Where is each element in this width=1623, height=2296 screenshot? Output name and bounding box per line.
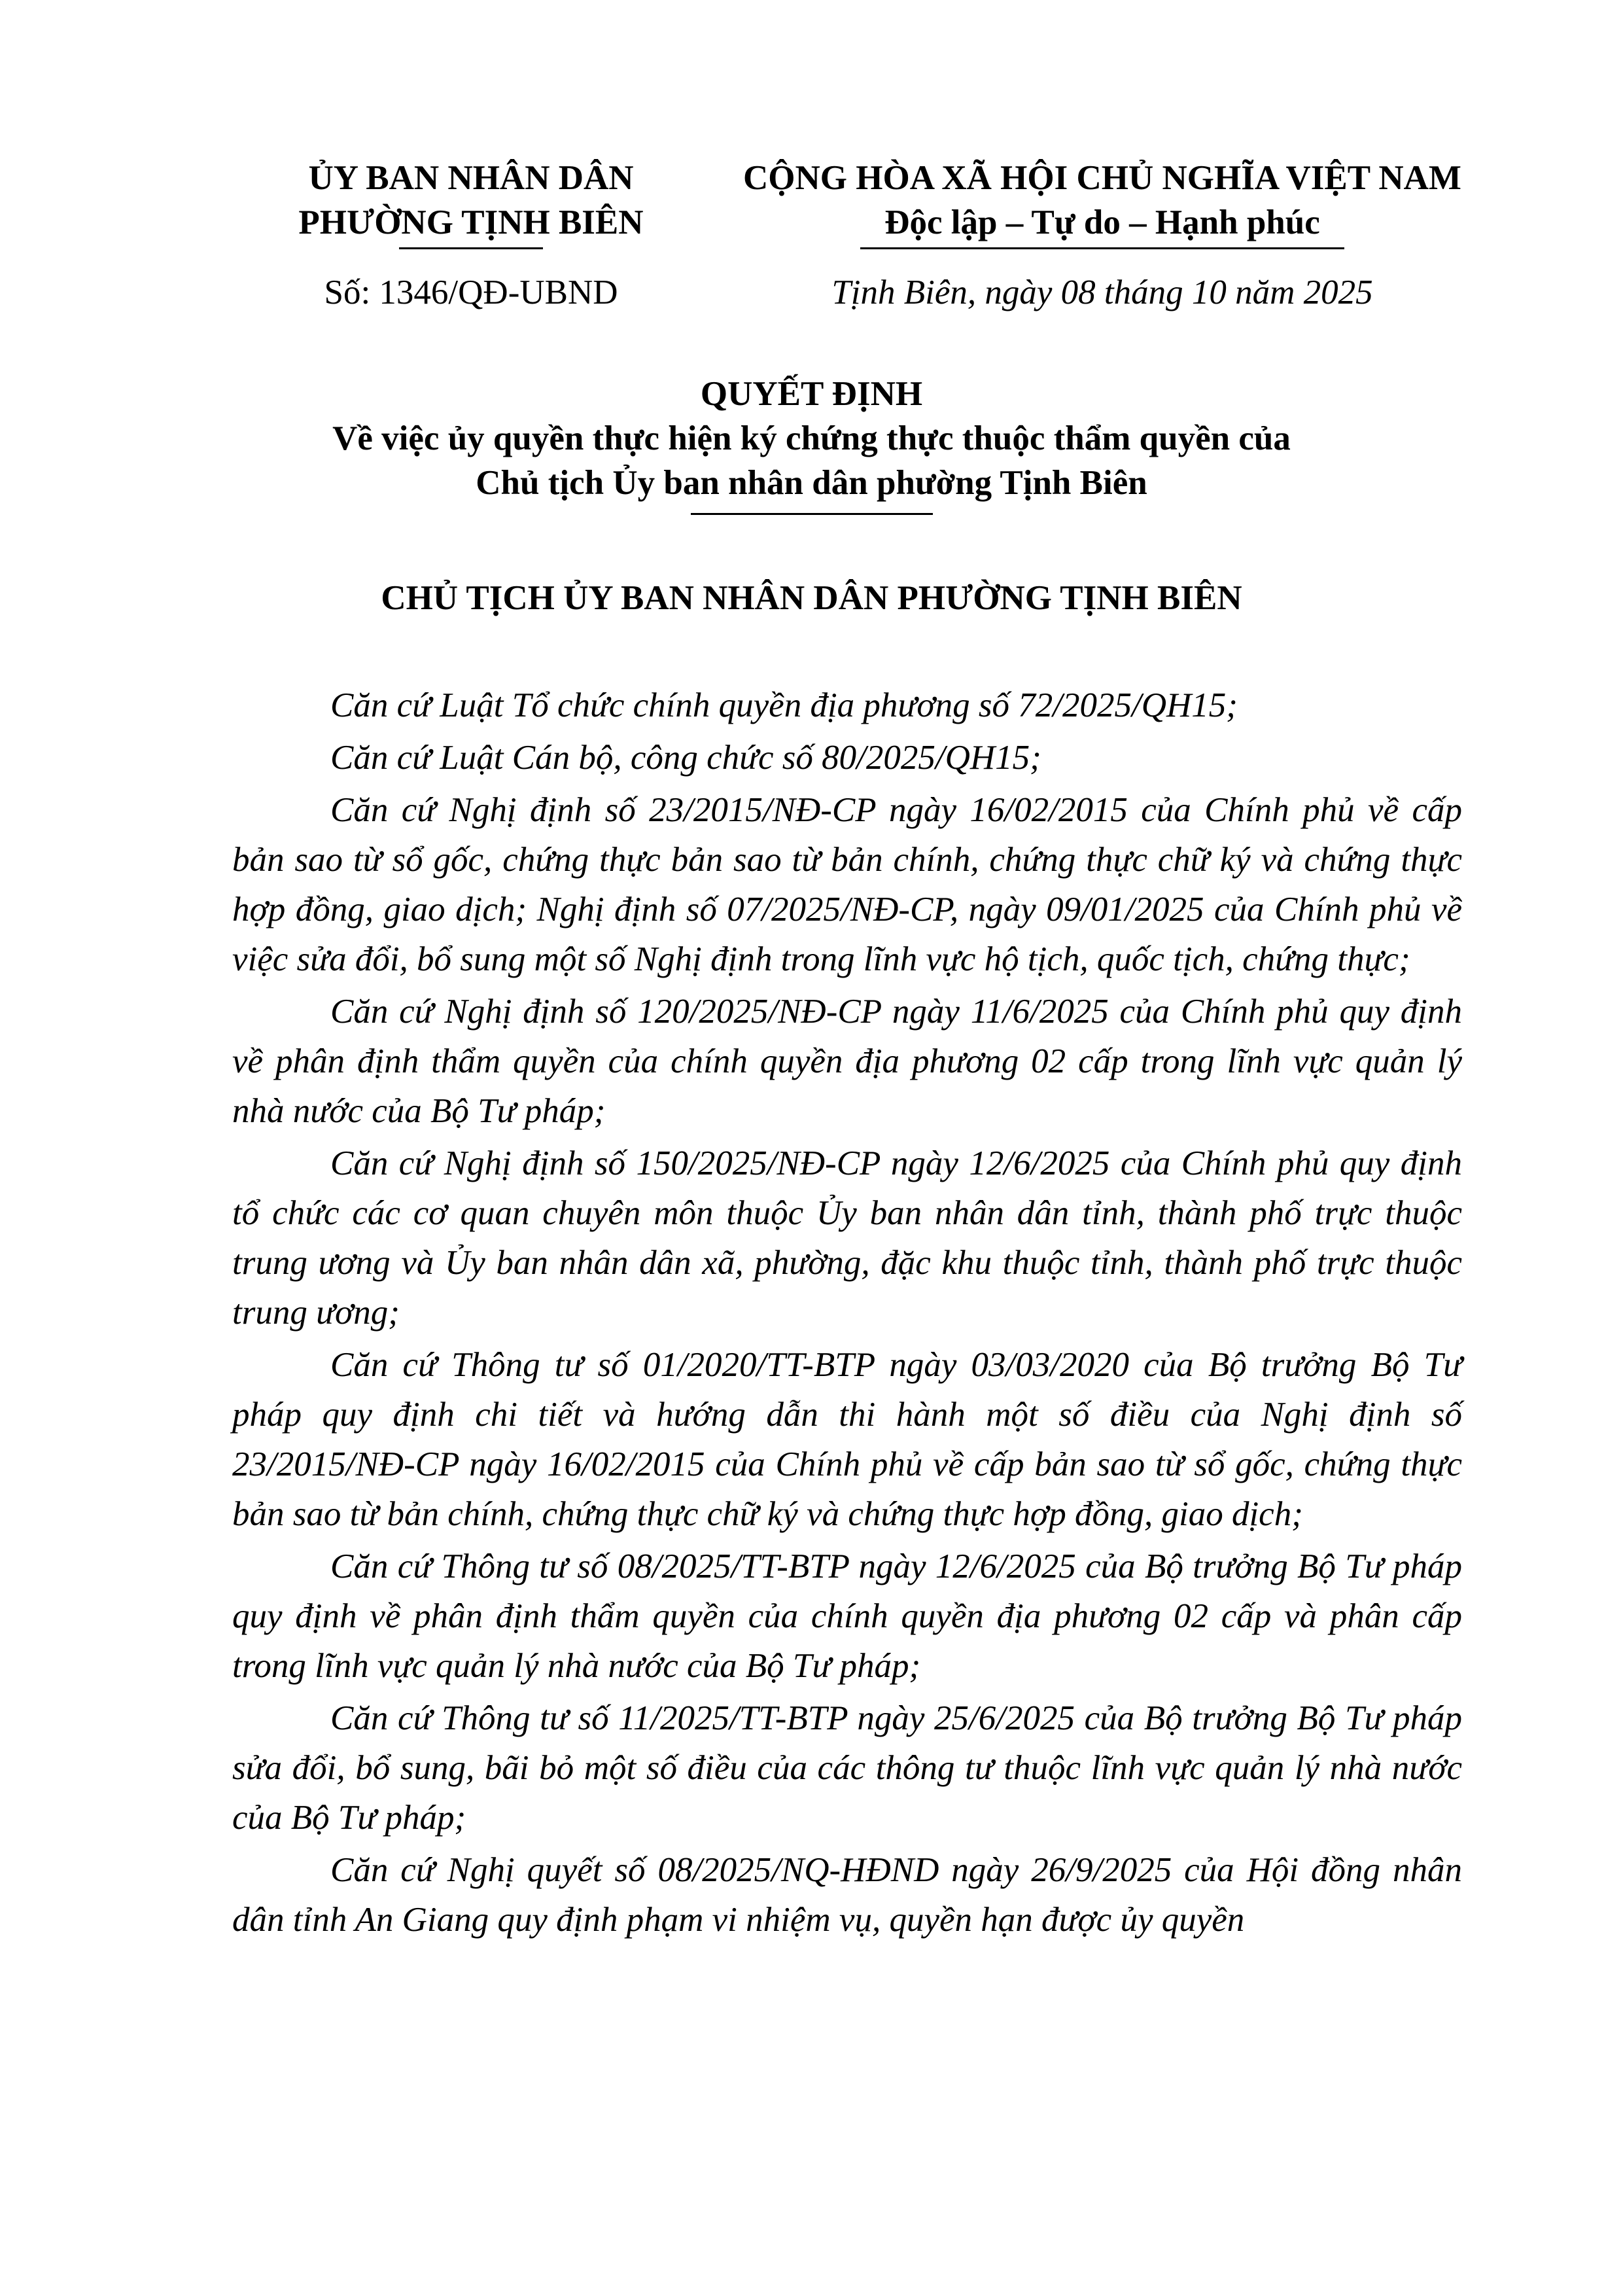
legal-basis-item: Căn cứ Thông tư số 11/2025/TT-BTP ngày 25/6/2025 của Bộ trưởng Bộ Tư pháp sửa đổi, bổ sung, bãi bỏ một số điều của các thông tư thuộc lĩnh vực quản lý nhà nước của Bộ Tư pháp;	[232, 1699, 1462, 1837]
national-motto-header	[713, 156, 1492, 249]
document-number: Số: 1346/QĐ-UBND	[324, 274, 618, 311]
place-date: Tịnh Biên, ngày 08 tháng 10 năm 2025	[831, 274, 1373, 311]
legal-basis-item: Căn cứ Thông tư số 08/2025/TT-BTP ngày 12/6/2025 của Bộ trưởng Bộ Tư pháp quy định về phân định thẩm quyền của chính quyền địa phương 02 cấp và phân cấp trong lĩnh vực quản lý nhà nước của Bộ Tư pháp;	[232, 1547, 1462, 1685]
title-underline	[691, 513, 933, 515]
motto-underline	[860, 247, 1344, 249]
legal-basis-item: Căn cứ Thông tư số 01/2020/TT-BTP ngày 03/03/2020 của Bộ trưởng Bộ Tư pháp quy định chi tiết và hướng dẫn thi hành một số điều của Nghị định số 23/2015/NĐ-CP ngày 16/02/2015 của Chính phủ về cấp bản sao từ sổ gốc, chứng thực bản sao từ bản chính, chứng thực chữ ký và chứng thực hợp đồng, giao dịch;	[232, 1346, 1462, 1533]
national-motto: Độc lập – Tự do – Hạnh phúc	[884, 203, 1320, 241]
legal-bases	[232, 680, 1462, 1947]
issuing-authority: CHỦ TỊCH ỦY BAN NHÂN DÂN PHƯỜNG TỊNH BIÊN	[381, 579, 1242, 617]
agency-name-line1: ỦY BAN NHÂN DÂN	[308, 159, 634, 197]
legal-basis-item: Căn cứ Luật Cán bộ, công chức số 80/2025/QH15;	[330, 739, 1041, 777]
title-subject-line1: Về việc ủy quyền thực hiện ký chứng thực thuộc thẩm quyền của	[332, 419, 1291, 457]
legal-basis-item: Căn cứ Nghị định số 120/2025/NĐ-CP ngày 11/6/2025 của Chính phủ quy định về phân định thẩm quyền của chính quyền địa phương 02 cấp trong lĩnh vực quản lý nhà nước của Bộ Tư pháp;	[232, 993, 1462, 1130]
issuing-agency-header	[262, 156, 680, 249]
title-heading: QUYẾT ĐỊNH	[700, 375, 923, 413]
title-subject-line2: Chủ tịch Ủy ban nhân dân phường Tịnh Biên	[476, 464, 1147, 502]
agency-underline	[399, 247, 543, 249]
legal-basis-item: Căn cứ Nghị quyết số 08/2025/NQ-HĐND ngày 26/9/2025 của Hội đồng nhân dân tỉnh An Giang quy định phạm vi nhiệm vụ, quyền hạn được ủy quyền	[232, 1851, 1462, 1939]
legal-basis-item: Căn cứ Luật Tổ chức chính quyền địa phương số 72/2025/QH15;	[330, 686, 1238, 724]
document-title	[196, 372, 1427, 515]
agency-name-line2: PHƯỜNG TỊNH BIÊN	[298, 203, 644, 241]
legal-basis-item: Căn cứ Nghị định số 150/2025/NĐ-CP ngày 12/6/2025 của Chính phủ quy định tổ chức các cơ quan chuyên môn thuộc Ủy ban nhân dân tỉnh, thành phố trực thuộc trung ương và Ủy ban nhân dân xã, phường, đặc khu thuộc tỉnh, thành phố trực thuộc trung ương;	[232, 1144, 1462, 1332]
legal-basis-item: Căn cứ Nghị định số 23/2015/NĐ-CP ngày 16/02/2015 của Chính phủ về cấp bản sao từ sổ gốc, chứng thực bản sao từ bản chính, chứng thực chữ ký và chứng thực hợp đồng, giao dịch; Nghị định số 07/2025/NĐ-CP, ngày 09/01/2025 của Chính phủ về việc sửa đổi, bổ sung một số Nghị định trong lĩnh vực hộ tịch, quốc tịch, chứng thực;	[232, 791, 1462, 978]
country-name: CỘNG HÒA XÃ HỘI CHỦ NGHĨA VIỆT NAM	[743, 159, 1461, 197]
